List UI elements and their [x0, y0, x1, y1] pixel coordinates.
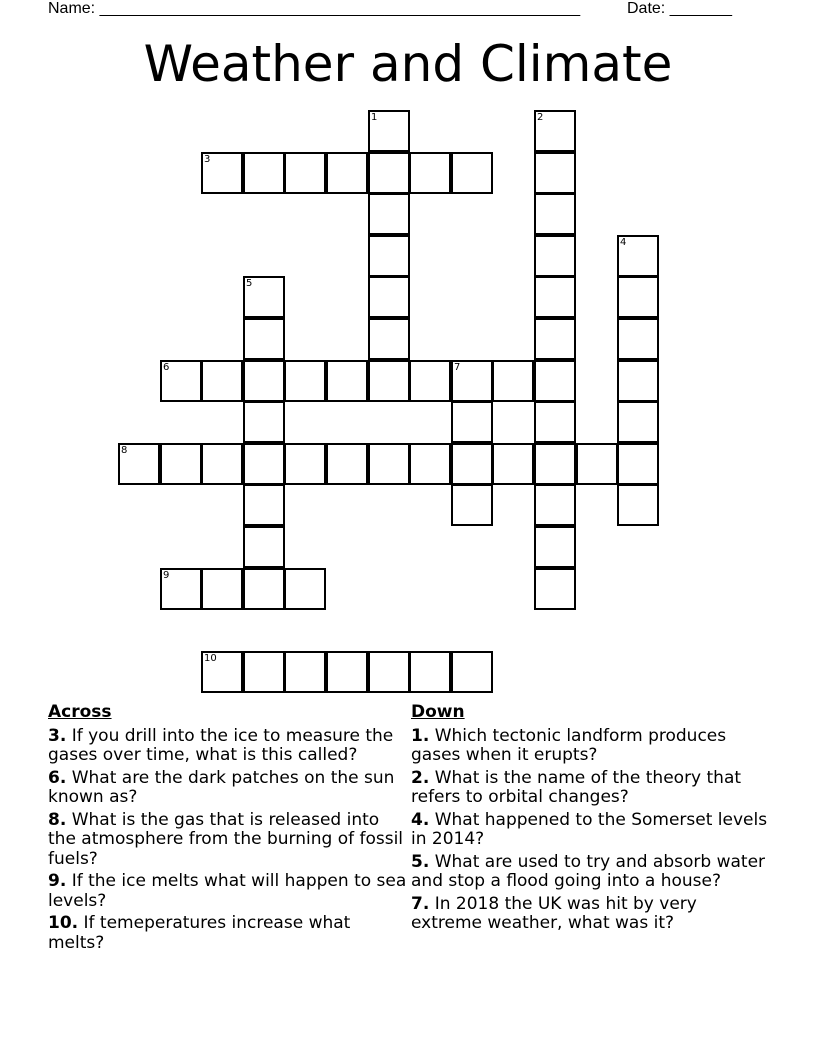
- grid-cell[interactable]: [284, 568, 326, 610]
- grid-cell[interactable]: [284, 360, 326, 402]
- grid-cell[interactable]: [368, 276, 410, 318]
- grid-cell[interactable]: [451, 401, 493, 443]
- clue-text: What are used to try and absorb water and stop a flood going into a house?: [411, 851, 766, 891]
- grid-cell[interactable]: [617, 401, 659, 443]
- grid-cell[interactable]: [326, 651, 368, 693]
- clue-across-3: [48, 727, 408, 766]
- grid-cell[interactable]: [409, 443, 451, 485]
- grid-cell[interactable]: [534, 110, 576, 152]
- clue-number: 9.: [48, 871, 67, 891]
- clue-text: Which tectonic landform produces gases when it erupts?: [411, 725, 727, 765]
- clue-down-7: [411, 895, 771, 934]
- grid-cell[interactable]: [243, 443, 285, 485]
- clue-number: 7.: [411, 893, 430, 914]
- grid-cell[interactable]: [201, 360, 243, 402]
- grid-cell[interactable]: [451, 443, 493, 485]
- grid-cell[interactable]: [534, 360, 576, 402]
- grid-cell[interactable]: [243, 401, 285, 443]
- name-field[interactable]: Name: ______________________________________________________: [48, 0, 581, 17]
- grid-cell[interactable]: [160, 568, 202, 610]
- clue-down-2: [411, 769, 771, 808]
- grid-cell[interactable]: [534, 526, 576, 568]
- cell-number: 6: [163, 362, 170, 373]
- grid-cell[interactable]: [368, 443, 410, 485]
- across-clues: [48, 703, 408, 956]
- grid-cell[interactable]: [534, 152, 576, 194]
- clue-across-6: [48, 769, 408, 808]
- grid-cell[interactable]: [160, 443, 202, 485]
- grid-cell[interactable]: [617, 484, 659, 526]
- clue-text: What is the gas that is released into the atmosphere from the burning of fossil fuels?: [48, 809, 404, 869]
- grid-cell[interactable]: [534, 235, 576, 277]
- clue-number: 5.: [411, 851, 430, 872]
- grid-cell[interactable]: [368, 235, 410, 277]
- grid-cell[interactable]: [451, 152, 493, 194]
- clue-number: 8.: [48, 809, 67, 830]
- page-title: Weather and Climate: [143, 35, 673, 93]
- grid-cell[interactable]: [160, 360, 202, 402]
- cell-number: 3: [204, 154, 211, 165]
- grid-cell[interactable]: [492, 443, 534, 485]
- grid-cell[interactable]: [201, 152, 243, 194]
- grid-cell[interactable]: [368, 152, 410, 194]
- cell-number: 2: [537, 112, 544, 123]
- clue-text: In 2018 the UK was hit by very extreme weather, what was it?: [411, 893, 697, 933]
- clue-number: 10.: [48, 913, 79, 933]
- grid-cell[interactable]: [617, 360, 659, 402]
- grid-cell[interactable]: [284, 443, 326, 485]
- grid-cell[interactable]: [368, 193, 410, 235]
- grid-cell[interactable]: [409, 651, 451, 693]
- grid-cell[interactable]: [617, 318, 659, 360]
- clue-number: 6.: [48, 767, 67, 788]
- clue-text: What are the dark patches on the sun known as?: [48, 767, 395, 807]
- grid-cell[interactable]: [284, 152, 326, 194]
- down-clues: [411, 703, 771, 937]
- grid-cell[interactable]: [368, 110, 410, 152]
- clue-number: 4.: [411, 809, 430, 830]
- clue-down-4: [411, 811, 771, 850]
- grid-cell[interactable]: [451, 360, 493, 402]
- grid-cell[interactable]: [284, 651, 326, 693]
- cell-number: 5: [246, 278, 253, 289]
- grid-cell[interactable]: [243, 651, 285, 693]
- grid-cell[interactable]: [409, 152, 451, 194]
- cell-number: 10: [204, 653, 217, 664]
- grid-cell[interactable]: [451, 651, 493, 693]
- grid-cell[interactable]: [534, 443, 576, 485]
- clue-across-10: [48, 914, 408, 953]
- grid-cell[interactable]: [534, 568, 576, 610]
- grid-cell[interactable]: [534, 276, 576, 318]
- grid-cell[interactable]: [534, 318, 576, 360]
- clue-across-9: [48, 872, 408, 911]
- grid-cell[interactable]: [534, 401, 576, 443]
- grid-cell[interactable]: [451, 484, 493, 526]
- cell-number: 4: [620, 237, 627, 248]
- grid-cell[interactable]: [243, 360, 285, 402]
- grid-cell[interactable]: [243, 318, 285, 360]
- cell-number: 1: [371, 112, 378, 123]
- grid-cell[interactable]: [243, 568, 285, 610]
- cell-number: 8: [121, 445, 128, 456]
- clue-down-1: [411, 727, 771, 766]
- clue-number: 2.: [411, 767, 430, 788]
- grid-cell[interactable]: [201, 443, 243, 485]
- grid-cell[interactable]: [201, 651, 243, 693]
- grid-cell[interactable]: [617, 235, 659, 277]
- grid-cell[interactable]: [368, 651, 410, 693]
- grid-cell[interactable]: [409, 360, 451, 402]
- clue-down-5: [411, 853, 771, 892]
- across-heading: Across: [48, 702, 112, 722]
- clue-text: What is the name of the theory that refers to orbital changes?: [411, 767, 742, 807]
- clue-text: What happened to the Somerset levels in 2014?: [411, 809, 768, 849]
- grid-cell[interactable]: [243, 152, 285, 194]
- grid-cell[interactable]: [243, 526, 285, 568]
- grid-cell[interactable]: [326, 360, 368, 402]
- grid-cell[interactable]: [534, 193, 576, 235]
- grid-cell[interactable]: [368, 360, 410, 402]
- grid-cell[interactable]: [201, 568, 243, 610]
- cell-number: 9: [163, 570, 170, 581]
- clue-text: If temeperatures increase what melts?: [48, 913, 351, 953]
- cell-number: 7: [454, 362, 461, 373]
- clue-number: 1.: [411, 725, 430, 746]
- grid-cell[interactable]: [617, 443, 659, 485]
- grid-cell[interactable]: [326, 152, 368, 194]
- clue-number: 3.: [48, 725, 67, 746]
- grid-cell[interactable]: [118, 443, 160, 485]
- clue-text: If you drill into the ice to measure the gases over time, what is this called?: [48, 725, 394, 765]
- grid-cell[interactable]: [243, 276, 285, 318]
- grid-cell[interactable]: [576, 443, 618, 485]
- grid-cell[interactable]: [617, 276, 659, 318]
- clue-across-8: [48, 811, 408, 870]
- grid-cell[interactable]: [368, 318, 410, 360]
- grid-cell[interactable]: [326, 443, 368, 485]
- grid-cell[interactable]: [243, 484, 285, 526]
- clue-text: If the ice melts what will happen to sea levels?: [48, 871, 407, 911]
- grid-cell[interactable]: [492, 360, 534, 402]
- grid-cell[interactable]: [534, 484, 576, 526]
- down-heading: Down: [411, 702, 465, 722]
- date-field[interactable]: Date: _______: [627, 0, 732, 17]
